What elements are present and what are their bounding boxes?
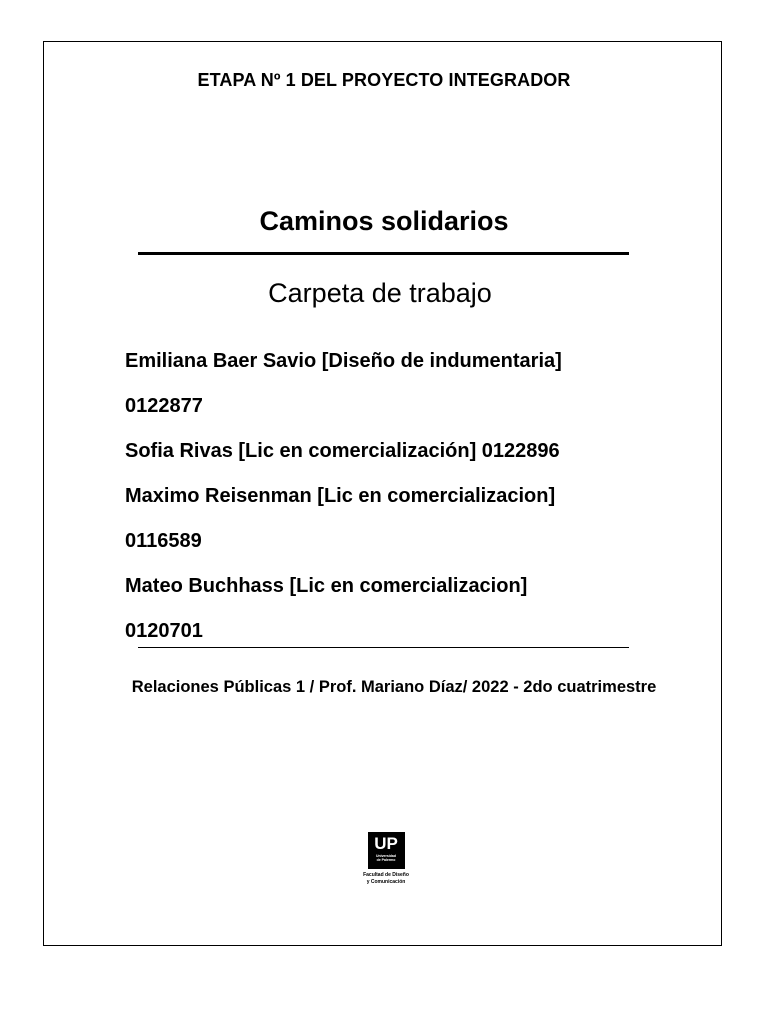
- course-line: Relaciones Públicas 1 / Prof. Mariano Díaz/ 2022 - 2do cuatrimestre: [131, 678, 657, 696]
- logo-caption: [351, 872, 421, 886]
- university-logo: [351, 832, 421, 886]
- member-entry: [125, 474, 667, 564]
- logo-university-line: Universidad: [375, 854, 397, 858]
- member-id: 0116589: [125, 530, 202, 552]
- document-subtitle: Carpeta de trabajo: [268, 278, 492, 308]
- member-list: [125, 339, 667, 654]
- member-text: Mateo Buchhass [Lic en comercializacion]: [125, 575, 528, 597]
- member-id: 0120701: [125, 620, 203, 642]
- logo-university-line: de Palermo: [376, 858, 396, 862]
- member-entry: [125, 339, 667, 429]
- logo-caption-line: y Comunicación: [366, 879, 406, 885]
- member-text: Emiliana Baer Savio [Diseño de indumentaria]: [125, 350, 562, 372]
- members-divider: [138, 647, 629, 648]
- stage-title: ETAPA Nº 1 DEL PROYECTO INTEGRADOR: [197, 70, 571, 90]
- logo-caption-line: Facultad de Diseño: [363, 872, 409, 878]
- member-entry: [125, 429, 667, 474]
- member-text: Sofia Rivas [Lic en comercialización] 0122896: [125, 440, 560, 462]
- member-text: Maximo Reisenman [Lic en comercializacion]: [125, 485, 556, 507]
- member-id: 0122877: [125, 395, 203, 417]
- logo-mark: UP: [374, 834, 398, 853]
- title-divider: [138, 252, 629, 255]
- member-entry: [125, 564, 667, 654]
- document-title: Caminos solidarios: [259, 206, 509, 236]
- logo-badge: [368, 832, 405, 869]
